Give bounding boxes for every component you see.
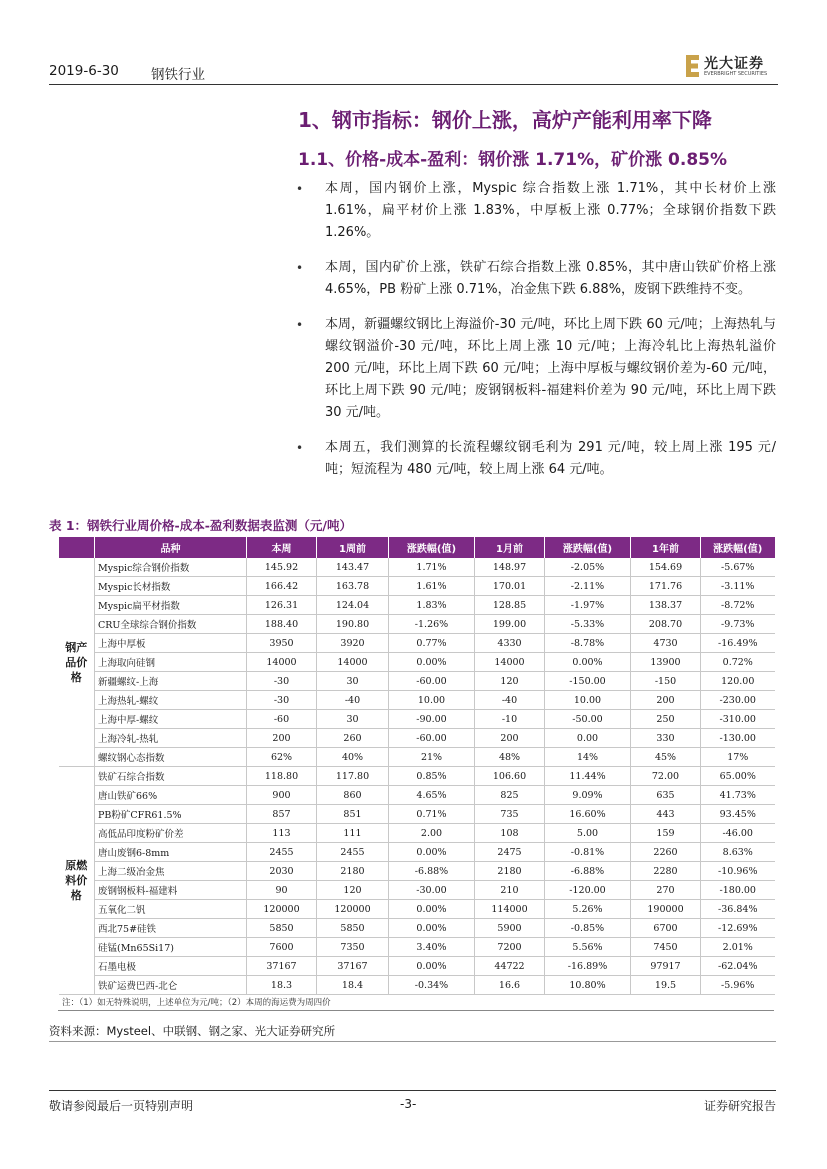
value-cell: 900 [247,786,317,805]
value-cell: 735 [475,805,545,824]
value-cell: 5850 [317,919,389,938]
table-row [59,862,775,881]
value-cell: 2260 [631,843,701,862]
value-cell: 120 [475,672,545,691]
value-cell: 208.70 [631,615,701,634]
value-cell: -62.04% [701,957,775,976]
value-cell: 5.26% [545,900,631,919]
value-cell: -150 [631,672,701,691]
header-cell: 品种 [95,537,247,558]
item-name-cell: CRU全球综合钢价指数 [95,615,247,634]
value-cell: 120000 [317,900,389,919]
item-name-cell: Myspic长材指数 [95,577,247,596]
table-caption: 表 1：钢铁行业周价格-成本-盈利数据表监测（元/吨） [49,518,352,533]
value-cell: 30 [317,710,389,729]
value-cell: -10 [475,710,545,729]
value-cell: -1.26% [389,615,475,634]
value-cell: -5.33% [545,615,631,634]
value-cell: -0.81% [545,843,631,862]
value-cell: 10.00 [389,691,475,710]
bullet-icon: • [296,318,304,332]
value-cell: 851 [317,805,389,824]
bullet-item [296,437,776,481]
value-cell: 90 [247,881,317,900]
value-cell: 2180 [475,862,545,881]
table-row [59,748,775,767]
item-name-cell: 废钢钢板料-福建料 [95,881,247,900]
value-cell: 111 [317,824,389,843]
header-cell: 1月前 [475,537,545,558]
item-name-cell: 新疆螺纹-上海 [95,672,247,691]
value-cell: 113 [247,824,317,843]
value-cell: 37167 [317,957,389,976]
value-cell: -1.97% [545,596,631,615]
value-cell: 19.5 [631,976,701,995]
bullet-icon: • [296,441,304,455]
item-name-cell: 五氧化二钒 [95,900,247,919]
value-cell: -230.00 [701,691,775,710]
table-row [59,805,775,824]
value-cell: 210 [475,881,545,900]
item-name-cell: 高低品印度粉矿价差 [95,824,247,843]
value-cell: 10.00 [545,691,631,710]
value-cell: 857 [247,805,317,824]
value-cell: 5.00 [545,824,631,843]
value-cell: 65.00% [701,767,775,786]
value-cell: 6700 [631,919,701,938]
table-row [59,957,775,976]
value-cell: 48% [475,748,545,767]
value-cell: -6.88% [389,862,475,881]
value-cell: 17% [701,748,775,767]
value-cell: 106.60 [475,767,545,786]
value-cell: 0.00% [389,843,475,862]
table-row [59,577,775,596]
bullet-icon: • [296,261,304,275]
value-cell: 93.45% [701,805,775,824]
section-subtitle: 1.1、价格-成本-盈利：钢价涨 1.71%，矿价涨 0.85% [298,150,728,170]
value-cell: -90.00 [389,710,475,729]
item-name-cell: 铁矿运费巴西-北仑 [95,976,247,995]
value-cell: -60.00 [389,729,475,748]
item-name-cell: 硅锰(Mn65Si17) [95,938,247,957]
value-cell: 443 [631,805,701,824]
value-cell: 3920 [317,634,389,653]
value-cell: -8.72% [701,596,775,615]
table-row [59,938,775,957]
value-cell: 41.73% [701,786,775,805]
value-cell: 1.83% [389,596,475,615]
value-cell: -16.89% [545,957,631,976]
table-row [59,824,775,843]
value-cell: -6.88% [545,862,631,881]
footer-divider [49,1090,776,1091]
value-cell: -5.96% [701,976,775,995]
value-cell: 2.00 [389,824,475,843]
table-row [59,976,775,995]
value-cell: 7450 [631,938,701,957]
group-label: 钢产品价格 [59,558,95,767]
value-cell: 0.00% [389,919,475,938]
header-cell: 涨跌幅(值) [389,537,475,558]
value-cell: 138.37 [631,596,701,615]
value-cell: 4330 [475,634,545,653]
value-cell: 2.01% [701,938,775,957]
value-cell: 108 [475,824,545,843]
value-cell: 8.63% [701,843,775,862]
value-cell: 120.00 [701,672,775,691]
item-name-cell: 唐山铁矿66% [95,786,247,805]
footer-disclaimer: 敬请参阅最后一页特别声明 [49,1099,194,1113]
value-cell: -2.05% [545,558,631,577]
group-label: 原燃料价格 [59,767,95,995]
table-row [59,558,775,577]
header-cell: 本周 [247,537,317,558]
footer-report-type: 证券研究报告 [703,1099,776,1113]
header-cell: 涨跌幅(值) [701,537,775,558]
value-cell: 13900 [631,653,701,672]
item-name-cell: PB粉矿CFR61.5% [95,805,247,824]
bullet-text: 本周，新疆螺纹钢比上海溢价-30 元/吨，环比上周下跌 60 元/吨；上海热轧与螺纹钢溢价-30 元/吨，环比上周上涨 10 元/吨；上海冷轧比上海热轧溢价 200 元/吨，环比上周下跌 60 元/吨；上海中厚板与螺纹钢价差为-60 元/吨，环比上周下跌 90 元/吨；废钢钢板料-福建料价差为 90 元/吨，环比上周下跌 30 元/吨。 [325,317,776,420]
value-cell: 7350 [317,938,389,957]
value-cell: 14000 [247,653,317,672]
value-cell: 11.44% [545,767,631,786]
value-cell: -130.00 [701,729,775,748]
value-cell: 260 [317,729,389,748]
value-cell: 7200 [475,938,545,957]
value-cell: -16.49% [701,634,775,653]
value-cell: 330 [631,729,701,748]
bullet-icon: • [296,182,304,196]
value-cell: 635 [631,786,701,805]
bullet-item [296,257,776,301]
table-row [59,729,775,748]
value-cell: 21% [389,748,475,767]
item-name-cell: 西北75#硅铁 [95,919,247,938]
value-cell: 188.40 [247,615,317,634]
value-cell: 118.80 [247,767,317,786]
value-cell: 120000 [247,900,317,919]
item-name-cell: 上海取向硅钢 [95,653,247,672]
value-cell: -40 [317,691,389,710]
value-cell: -30 [247,691,317,710]
value-cell: -50.00 [545,710,631,729]
source-divider [49,1041,776,1042]
item-name-cell: 上海中厚板 [95,634,247,653]
table-row [59,634,775,653]
value-cell: 190.80 [317,615,389,634]
value-cell: 2030 [247,862,317,881]
value-cell: 2180 [317,862,389,881]
table-header-row [59,537,775,558]
section-title: 1、钢市指标：钢价上涨，高炉产能利用率下降 [298,108,712,132]
value-cell: 10.80% [545,976,631,995]
value-cell: 114000 [475,900,545,919]
bullet-text: 本周五，我们测算的长流程螺纹钢毛利为 291 元/吨，较上周上涨 195 元/吨；短流程为 480 元/吨，较上周上涨 64 元/吨。 [325,440,776,477]
value-cell: 148.97 [475,558,545,577]
value-cell: 860 [317,786,389,805]
header-cell: 1年前 [631,537,701,558]
value-cell: 2475 [475,843,545,862]
value-cell: 0.00% [389,653,475,672]
value-cell: 62% [247,748,317,767]
value-cell: 128.85 [475,596,545,615]
header-divider [49,84,778,85]
value-cell: 270 [631,881,701,900]
value-cell: 825 [475,786,545,805]
value-cell: -5.67% [701,558,775,577]
value-cell: -8.78% [545,634,631,653]
value-cell: 166.42 [247,577,317,596]
value-cell: 200 [475,729,545,748]
value-cell: 0.00 [545,729,631,748]
value-cell: -9.73% [701,615,775,634]
value-cell: 5.56% [545,938,631,957]
value-cell: 120 [317,881,389,900]
value-cell: 18.4 [317,976,389,995]
table-row [59,881,775,900]
value-cell: 3950 [247,634,317,653]
table-row [59,653,775,672]
table-row [59,900,775,919]
value-cell: 4.65% [389,786,475,805]
table-row [59,672,775,691]
header-cell: 涨跌幅(值) [545,537,631,558]
item-name-cell: 铁矿石综合指数 [95,767,247,786]
bullet-list [296,178,776,494]
table-row [59,691,775,710]
value-cell: 5850 [247,919,317,938]
value-cell: 2455 [317,843,389,862]
bullet-text: 本周，国内矿价上涨，铁矿石综合指数上涨 0.85%，其中唐山铁矿价格上涨 4.65%，PB 粉矿上涨 0.71%，冶金焦下跌 6.88%，废钢下跌维持不变。 [325,260,776,297]
value-cell: 4730 [631,634,701,653]
value-cell: 117.80 [317,767,389,786]
source-note: 资料来源：Mysteel、中联钢、钢之家、光大证券研究所 [49,1024,336,1038]
value-cell: 18.3 [247,976,317,995]
value-cell: -180.00 [701,881,775,900]
value-cell: 2455 [247,843,317,862]
table-note: 注：（1）如无特殊说明，上述单位为元/吨；（2）本周的海运费为周四价 [58,995,774,1011]
value-cell: 7600 [247,938,317,957]
value-cell: -2.11% [545,577,631,596]
value-cell: 143.47 [317,558,389,577]
value-cell: 5900 [475,919,545,938]
value-cell: 0.72% [701,653,775,672]
item-name-cell: Myspic扁平材指数 [95,596,247,615]
price-cost-table [58,537,775,995]
table-body [59,558,775,995]
value-cell: 0.85% [389,767,475,786]
value-cell: -0.34% [389,976,475,995]
value-cell: 159 [631,824,701,843]
value-cell: 16.60% [545,805,631,824]
value-cell: 0.77% [389,634,475,653]
bullet-item [296,314,776,424]
value-cell: -3.11% [701,577,775,596]
value-cell: 14% [545,748,631,767]
data-table-wrapper [58,537,774,1011]
value-cell: 126.31 [247,596,317,615]
value-cell: 9.09% [545,786,631,805]
value-cell: -36.84% [701,900,775,919]
value-cell: -60.00 [389,672,475,691]
value-cell: 171.76 [631,577,701,596]
value-cell: 145.92 [247,558,317,577]
report-date: 2019-6-30 [49,63,119,79]
table-row [59,596,775,615]
table-row [59,786,775,805]
value-cell: 1.71% [389,558,475,577]
value-cell: 40% [317,748,389,767]
value-cell: 14000 [317,653,389,672]
value-cell: -0.85% [545,919,631,938]
item-name-cell: 唐山废钢6-8mm [95,843,247,862]
value-cell: 200 [247,729,317,748]
header-cell: 1周前 [317,537,389,558]
value-cell: 0.00% [545,653,631,672]
value-cell: 37167 [247,957,317,976]
value-cell: 45% [631,748,701,767]
logo-text-en: EVERBRIGHT SECURITIES [704,71,768,77]
page-number: -3- [400,1097,417,1111]
value-cell: 154.69 [631,558,701,577]
value-cell: -120.00 [545,881,631,900]
value-cell: 97917 [631,957,701,976]
value-cell: 3.40% [389,938,475,957]
logo-text-cn: 光大证券 [704,56,764,72]
value-cell: 190000 [631,900,701,919]
item-name-cell: 螺纹钢心态指数 [95,748,247,767]
value-cell: 0.71% [389,805,475,824]
value-cell: 0.00% [389,957,475,976]
value-cell: 163.78 [317,577,389,596]
value-cell: 44722 [475,957,545,976]
value-cell: -60 [247,710,317,729]
value-cell: 0.00% [389,900,475,919]
item-name-cell: Myspic综合钢价指数 [95,558,247,577]
value-cell: 200 [631,691,701,710]
value-cell: 1.61% [389,577,475,596]
item-name-cell: 石墨电极 [95,957,247,976]
value-cell: 14000 [475,653,545,672]
table-row [59,710,775,729]
table-row [59,615,775,634]
value-cell: 72.00 [631,767,701,786]
value-cell: -12.69% [701,919,775,938]
value-cell: 124.04 [317,596,389,615]
value-cell: 170.01 [475,577,545,596]
value-cell: -40 [475,691,545,710]
bullet-text: 本周，国内钢价上涨，Myspic 综合指数上涨 1.71%，其中长材价上涨 1.61%，扁平材价上涨 1.83%，中厚板上涨 0.77%；全球钢价指数下跌 1.26%。 [325,181,776,240]
value-cell: -150.00 [545,672,631,691]
table-row [59,767,775,786]
value-cell: -30.00 [389,881,475,900]
value-cell: -30 [247,672,317,691]
value-cell: 199.00 [475,615,545,634]
value-cell: -10.96% [701,862,775,881]
value-cell: 250 [631,710,701,729]
company-logo [686,53,778,81]
value-cell: 30 [317,672,389,691]
item-name-cell: 上海冷轧-热轧 [95,729,247,748]
item-name-cell: 上海二级冶金焦 [95,862,247,881]
value-cell: -46.00 [701,824,775,843]
item-name-cell: 上海热轧-螺纹 [95,691,247,710]
bullet-item [296,178,776,244]
value-cell: -310.00 [701,710,775,729]
table-row [59,843,775,862]
header-group-cell [59,537,95,558]
item-name-cell: 上海中厚-螺纹 [95,710,247,729]
value-cell: 16.6 [475,976,545,995]
page-header [49,53,778,85]
logo-mark-icon [686,55,700,77]
table-row [59,919,775,938]
industry-label: 钢铁行业 [151,67,205,83]
value-cell: 2280 [631,862,701,881]
